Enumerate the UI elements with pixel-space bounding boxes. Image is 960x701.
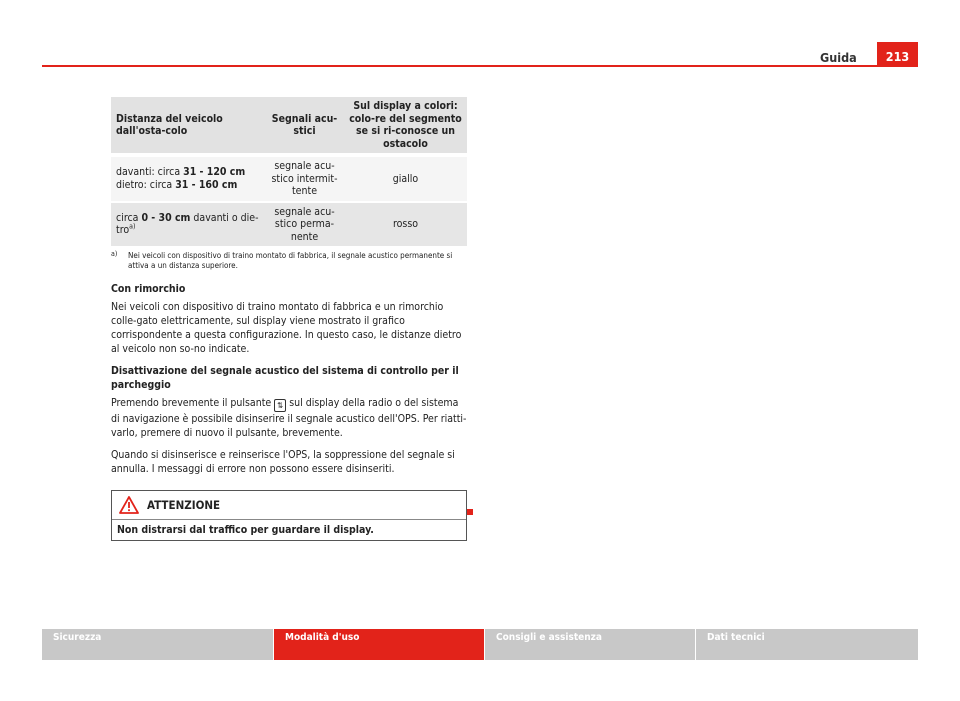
main-column: [111, 97, 467, 541]
table-cell: [111, 155, 265, 201]
distance-table: [111, 97, 467, 246]
table-footnote: [111, 251, 467, 271]
cell-text: dietro: circa: [116, 178, 176, 191]
footnote-ref: a): [129, 222, 136, 231]
footnote-text: Nei veicoli con dispositivo di traino montato di fabbrica, il segnale acustico permanente si attiva a un distanza superiore.: [128, 251, 453, 270]
table-header-cell: Segnali acu-stici: [265, 97, 344, 155]
table-row: [111, 155, 467, 201]
footnote-mark: a): [111, 250, 118, 258]
paragraph-text: sul display della radio o del sistema di navigazione è possibile disinserire il segnale acustico dell'OPS. Per riatti-varlo, premere di nuovo il pulsante, brevemente.: [111, 397, 467, 439]
cell-value: 0 - 30 cm: [141, 211, 191, 224]
warning-header: [112, 491, 466, 520]
tab-dati-tecnici[interactable]: Dati tecnici: [695, 629, 918, 660]
warning-text: Non distrarsi dal traffico per guardare il display.: [117, 524, 374, 536]
cell-value: 31 - 120 cm: [183, 166, 246, 179]
table-cell: rosso: [344, 201, 467, 247]
cell-value: 31 - 160 cm: [175, 178, 238, 191]
table-cell: giallo: [344, 155, 467, 201]
cell-text: davanti: circa: [116, 166, 184, 179]
table-cell: segnale acu-stico perma-nente: [265, 201, 344, 247]
header-rule: [42, 65, 918, 67]
cell-text: circa: [116, 211, 142, 224]
section-end-marker: [467, 509, 473, 515]
warning-title: ATTENZIONE: [147, 498, 221, 512]
table-row: [111, 201, 467, 247]
tab-modalita-duso[interactable]: Modalità d'uso: [273, 629, 484, 660]
table-cell: segnale acu-stico intermit-tente: [265, 155, 344, 201]
table-header-cell: Distanza del veicolo dall'osta-colo: [111, 97, 265, 155]
tab-consigli-e-assistenza[interactable]: Consigli e assistenza: [484, 629, 695, 660]
tab-sicurezza[interactable]: Sicurezza: [42, 629, 273, 660]
section-heading: Disattivazione del segnale acustico del sistema di controllo per il parcheggio: [111, 365, 459, 391]
page-section-title: Guida: [820, 50, 857, 65]
body-paragraph: Nei veicoli con dispositivo di traino montato di fabbrica e un rimorchio colle-gato elettricamente, sul display viene mostrato il grafico corrispondente a questa configurazione. In questo caso, le distanze dietro al veicolo non so-no indicate.: [111, 301, 462, 355]
table-cell: [111, 201, 265, 247]
table-header-cell: Sul display a colori: colo-re del segmento se si ri-conosce un ostacolo: [344, 97, 467, 155]
warning-box: [111, 490, 467, 541]
cell-text: davanti o die-tro: [116, 211, 259, 237]
warning-triangle-icon: [119, 496, 139, 514]
section-heading: Con rimorchio: [111, 283, 186, 295]
body-paragraph: Quando si disinserisce e reinserisce l'OPS, la soppressione del segnale si annulla. I messaggi di errore non possono essere disinseriti.: [111, 449, 455, 475]
page-number: 213: [877, 42, 918, 67]
parking-button-icon: ⇅: [274, 399, 286, 412]
table-header-row: [111, 97, 467, 155]
body-paragraph: [111, 396, 467, 440]
footer-nav: [42, 629, 918, 660]
paragraph-text: Premendo brevemente il pulsante: [111, 397, 275, 409]
